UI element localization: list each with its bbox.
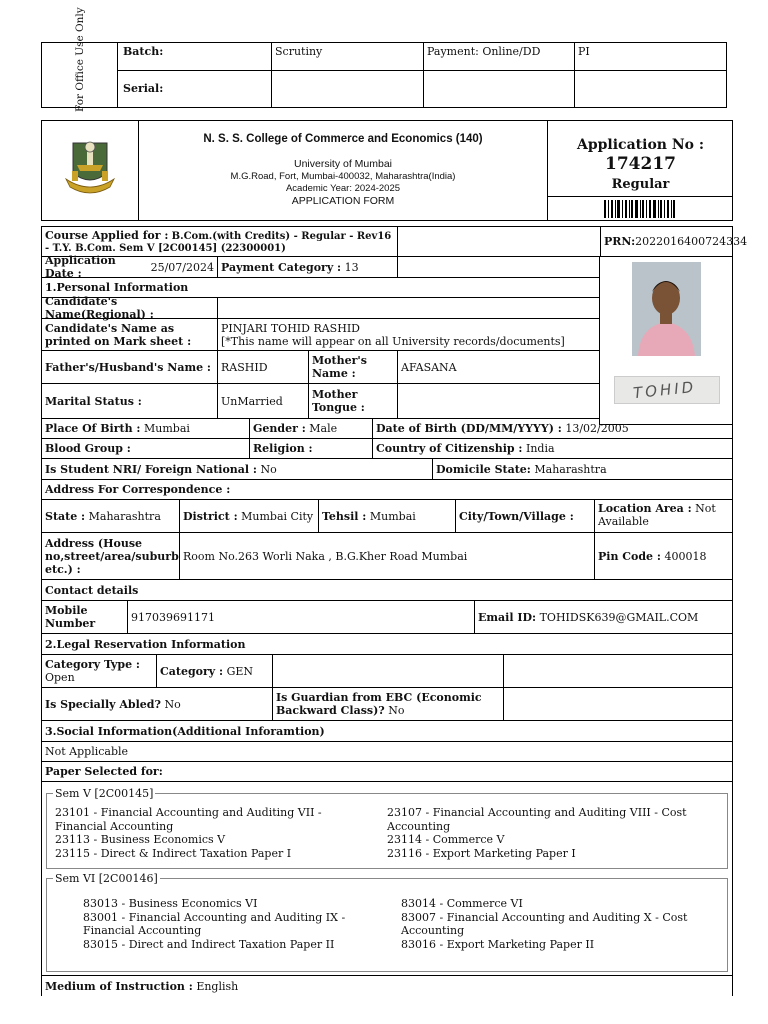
college-name: N. S. S. College of Commerce and Economics (140): [203, 133, 483, 145]
mother-name-value: AFASANA: [397, 351, 599, 383]
father-name-value: RASHID: [217, 351, 308, 383]
citizenship-value: India: [525, 442, 555, 455]
blood-row: [41, 439, 733, 459]
paper-item: 23114 - Commerce V: [387, 833, 505, 846]
location-area-label: Location Area :: [598, 502, 692, 515]
address-heading: Address For Correspondence :: [45, 483, 231, 496]
paper-item: 83016 - Export Marketing Paper II: [401, 937, 595, 951]
abled-row: [41, 688, 733, 721]
social-value: Not Applicable: [45, 745, 129, 758]
gender-label: Gender :: [253, 422, 306, 435]
papers-area: [41, 782, 733, 976]
course-label: Course Applied for :: [45, 229, 169, 242]
location-area-value: Not Available: [598, 502, 716, 528]
college-address: M.G.Road, Fort, Mumbai-400032, Maharashtra(India): [230, 171, 456, 182]
tehsil-value: Mumbai: [369, 509, 416, 523]
domicile-label: Domicile State:: [436, 462, 531, 476]
city-label: City/Town/Village :: [459, 509, 574, 523]
birth-row: [41, 419, 733, 439]
college-logo: [42, 121, 139, 220]
barcode-icon: [604, 200, 676, 218]
serial-label: Serial:: [123, 82, 164, 95]
gender-value: Male: [309, 422, 338, 435]
district-value: Mumbai City: [241, 509, 314, 523]
place-of-birth-label: Place Of Birth :: [45, 422, 141, 435]
university-name: University of Mumbai: [293, 158, 393, 170]
medium-row: [41, 976, 733, 996]
application-date-label: Application Date :: [45, 254, 116, 280]
pin-code-label: Pin Code :: [598, 549, 661, 563]
mother-name-label: Mother's Name :: [308, 351, 397, 383]
payment-category-value: 13: [344, 260, 359, 274]
regional-name-label: Candidate's Name(Regional) :: [45, 295, 154, 321]
specially-abled-value: No: [164, 697, 181, 711]
paper-item: 83007 - Financial Accounting and Auditing X - Cost Accounting: [401, 910, 688, 937]
printed-name-label: Candidate's Name as printed on Mark sheet :: [45, 322, 192, 348]
paper-item: 23107 - Financial Accounting and Auditing VIII - Cost Accounting: [387, 806, 687, 833]
state-value: Maharashtra: [88, 509, 161, 523]
domicile-value: Maharashtra: [534, 462, 607, 476]
office-use-label: For Office Use Only: [74, 7, 86, 112]
university-crest-icon: [42, 121, 139, 220]
pin-code-value: 400018: [664, 549, 707, 563]
section-3-title: 3.Social Information(Additional Inforamtion): [45, 724, 325, 738]
application-no-label: Application No :: [576, 137, 705, 153]
printed-name-row: [41, 319, 600, 351]
father-name-label: Father's/Husband's Name :: [45, 360, 211, 374]
paper-item: 23113 - Business Economics V: [55, 833, 226, 846]
office-use-box: [41, 7, 727, 112]
contact-row: [41, 601, 733, 634]
batch-label: Batch:: [123, 45, 164, 58]
photo-signature-box: [599, 257, 733, 425]
nri-row: [41, 459, 733, 480]
regional-name-row: [41, 295, 600, 321]
scrutiny-label: Scrutiny: [275, 45, 323, 58]
house-address-label: Address (House no,street/area/suburb etc.) :: [45, 536, 179, 576]
paper-item: 83015 - Direct and Indirect Taxation Paper II: [83, 937, 335, 951]
signature-image: [614, 376, 720, 404]
section-2-title: 2.Legal Reservation Information: [45, 637, 246, 651]
prn-value: 2022016400724334: [635, 235, 748, 248]
pi-label: PI: [578, 45, 590, 58]
course-value: B.Com.(with Credits) - Regular - Rev16 - T.Y. B.Com. Sem V [2C00145] (22300001): [45, 231, 392, 254]
mobile-label: Mobile Number: [45, 604, 96, 630]
candidate-photo: [632, 262, 701, 356]
address-heading-row: [41, 480, 733, 500]
application-no: 174217: [605, 154, 676, 174]
district-label: District :: [183, 509, 238, 523]
papers-heading-row: [41, 762, 733, 782]
dob-value: 13/02/2005: [565, 422, 629, 435]
ebc-value: No: [388, 704, 405, 717]
papers-heading: Paper Selected for:: [45, 765, 163, 778]
application-form: [41, 226, 748, 996]
address-region-row: [41, 500, 733, 533]
category-value: GEN: [226, 664, 254, 678]
form-title: APPLICATION FORM: [291, 195, 395, 207]
section-social-heading: [41, 721, 733, 742]
parents-row: [41, 351, 600, 384]
sem5-legend: Sem V [2C00145]: [55, 787, 154, 800]
address-house-row: [41, 533, 733, 580]
course-row: [41, 226, 748, 257]
section-1-title: 1.Personal Information: [45, 281, 189, 294]
category-type-label: Category Type :: [45, 658, 140, 671]
email-label: Email ID:: [478, 610, 537, 624]
application-type: Regular: [611, 177, 670, 192]
social-row: [41, 742, 733, 762]
mother-tongue-label: Mother Tongue :: [308, 384, 397, 418]
mother-tongue-value: [397, 384, 599, 418]
religion-label: Religion :: [253, 442, 313, 455]
medium-value: English: [196, 979, 239, 993]
marital-status-value: UnMarried: [217, 384, 308, 418]
nri-label: Is Student NRI/ Foreign National :: [45, 462, 257, 476]
section-reservation-heading: [41, 634, 733, 655]
email-value: TOHIDSK639@GMAIL.COM: [539, 610, 699, 624]
contact-heading-row: [41, 580, 733, 601]
category-row: [41, 655, 733, 688]
dob-label: Date of Birth (DD/MM/YYYY) :: [376, 422, 562, 435]
category-type-value: Open: [45, 671, 75, 684]
ebc-label: Is Guardian from EBC (Economic Backward Class)?: [276, 691, 482, 717]
paper-item: 23116 - Export Marketing Paper I: [387, 846, 576, 860]
printed-name-value: PINJARI TOHID RASHID: [221, 322, 360, 335]
category-label: Category :: [160, 664, 224, 678]
house-address-value: Room No.263 Worli Naka , B.G.Kher Road Mumbai: [179, 533, 594, 579]
paper-item: 83001 - Financial Accounting and Auditing IX - Financial Accounting: [83, 910, 346, 937]
form-header: [41, 120, 733, 221]
marital-row: [41, 384, 600, 419]
prn-label: PRN:: [604, 235, 636, 248]
signature-text: TOHID: [632, 377, 698, 403]
paper-item: 83014 - Commerce VI: [401, 897, 523, 910]
medium-label: Medium of Instruction :: [45, 979, 193, 993]
contact-heading: Contact details: [45, 583, 139, 597]
printed-name-note: [*This name will appear on all University records/documents]: [221, 335, 565, 348]
sem6-legend: Sem VI [2C00146]: [55, 872, 158, 885]
state-label: State :: [45, 509, 86, 523]
paper-item: 83013 - Business Economics VI: [83, 897, 258, 910]
marital-status-label: Marital Status :: [45, 394, 142, 408]
paper-item: 23115 - Direct & Indirect Taxation Paper I: [55, 846, 292, 860]
paper-item: 23101 - Financial Accounting and Auditing VII - Financial Accounting: [55, 806, 322, 833]
mobile-value: 917039691171: [127, 601, 474, 633]
academic-year: Academic Year: 2024-2025: [285, 183, 401, 194]
payment-category-label: Payment Category :: [221, 260, 342, 274]
specially-abled-label: Is Specially Abled?: [45, 697, 161, 711]
blood-group-label: Blood Group :: [45, 442, 131, 455]
application-date-value: 25/07/2024: [150, 260, 214, 274]
place-of-birth-value: Mumbai: [144, 422, 190, 435]
tehsil-label: Tehsil :: [322, 509, 367, 523]
payment-mode-label: Payment: Online/DD: [427, 45, 541, 58]
application-date-row: [41, 254, 600, 280]
nri-value: No: [260, 462, 277, 476]
citizenship-label: Country of Citizenship :: [376, 442, 523, 455]
